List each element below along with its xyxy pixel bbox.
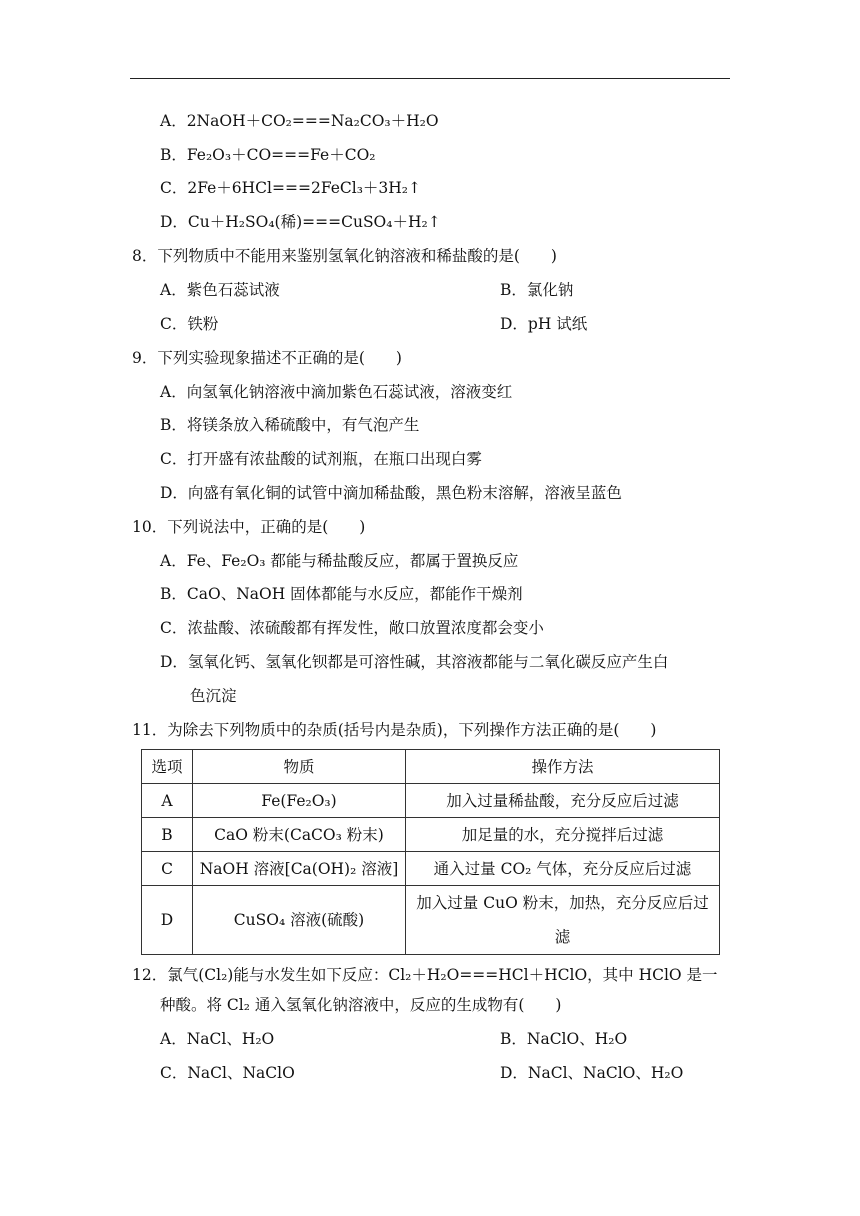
table-cell: A — [142, 784, 193, 818]
table-cell: B — [142, 818, 193, 852]
q12-stem-line1: 12．氯气(Cl₂)能与水发生如下反应：Cl₂＋H₂O===HCl＋HClO，其中 HClO 是一 — [132, 966, 718, 984]
table-row — [142, 784, 720, 818]
table-cell: CuSO₄ 溶液(硫酸) — [193, 886, 406, 955]
q8-option-c: C．铁粉 — [160, 315, 219, 333]
table-cell: D — [142, 886, 193, 955]
q10-option-b: B．CaO、NaOH 固体都能与水反应，都能作干燥剂 — [160, 585, 523, 603]
q7-option-a: A．2NaOH＋CO₂===Na₂CO₃＋H₂O — [160, 112, 439, 130]
q8-option-b: B．氯化钠 — [500, 281, 574, 299]
q12-stem-line2: 种酸。将 Cl₂ 通入氢氧化钠溶液中，反应的生成物有( ) — [160, 996, 562, 1014]
header-rule — [130, 78, 730, 79]
q9-stem: 9．下列实验现象描述不正确的是( ) — [132, 349, 402, 367]
table-row — [142, 852, 720, 886]
q9-option-c: C．打开盛有浓盐酸的试剂瓶，在瓶口出现白雾 — [160, 450, 482, 468]
table-header-row — [142, 750, 720, 784]
q10-stem: 10．下列说法中，正确的是( ) — [132, 518, 366, 536]
q10-option-a: A．Fe、Fe₂O₃ 都能与稀盐酸反应，都属于置换反应 — [160, 552, 519, 570]
q12-option-d: D．NaCl、NaClO、H₂O — [500, 1064, 684, 1082]
q9-option-b: B．将镁条放入稀硫酸中，有气泡产生 — [160, 416, 420, 434]
table-header-method: 操作方法 — [406, 750, 720, 784]
q9-option-d: D．向盛有氧化铜的试管中滴加稀盐酸，黑色粉末溶解，溶液呈蓝色 — [160, 484, 622, 502]
q8-option-a: A．紫色石蕊试液 — [160, 281, 280, 299]
q8-option-d: D．pH 试纸 — [500, 315, 588, 333]
q8-stem: 8．下列物质中不能用来鉴别氢氧化钠溶液和稀盐酸的是( ) — [132, 247, 557, 265]
table-cell: 加足量的水，充分搅拌后过滤 — [406, 818, 720, 852]
table-row — [142, 886, 720, 955]
table-header-substance: 物质 — [193, 750, 406, 784]
q12-option-b: B．NaClO、H₂O — [500, 1030, 628, 1048]
table-header-option: 选项 — [142, 750, 193, 784]
q7-option-d: D．Cu＋H₂SO₄(稀)===CuSO₄＋H₂↑ — [160, 213, 441, 231]
q10-option-d-continued: 色沉淀 — [190, 687, 237, 705]
table-cell: 加入过量稀盐酸，充分反应后过滤 — [406, 784, 720, 818]
table-row — [142, 818, 720, 852]
q10-option-c: C．浓盐酸、浓硫酸都有挥发性，敞口放置浓度都会变小 — [160, 619, 544, 637]
q9-option-a: A．向氢氧化钠溶液中滴加紫色石蕊试液，溶液变红 — [160, 383, 513, 401]
table-cell: 通入过量 CO₂ 气体，充分反应后过滤 — [406, 852, 720, 886]
q7-option-b: B．Fe₂O₃＋CO===Fe＋CO₂ — [160, 146, 376, 164]
q10-option-d: D．氢氧化钙、氢氧化钡都是可溶性碱，其溶液都能与二氧化碳反应产生白 — [160, 653, 669, 671]
table-cell: C — [142, 852, 193, 886]
table-cell: NaOH 溶液[Ca(OH)₂ 溶液] — [193, 852, 406, 886]
q12-option-c: C．NaCl、NaClO — [160, 1064, 295, 1082]
table-cell: 加入过量 CuO 粉末，加热，充分反应后过滤 — [406, 886, 720, 955]
q12-option-a: A．NaCl、H₂O — [160, 1030, 275, 1048]
q7-option-c: C．2Fe＋6HCl===2FeCl₃＋3H₂↑ — [160, 179, 422, 197]
q11-table — [141, 749, 720, 955]
table-cell: CaO 粉末(CaCO₃ 粉末) — [193, 818, 406, 852]
table-cell: Fe(Fe₂O₃) — [193, 784, 406, 818]
q11-stem: 11．为除去下列物质中的杂质(括号内是杂质)，下列操作方法正确的是( ) — [132, 721, 657, 739]
